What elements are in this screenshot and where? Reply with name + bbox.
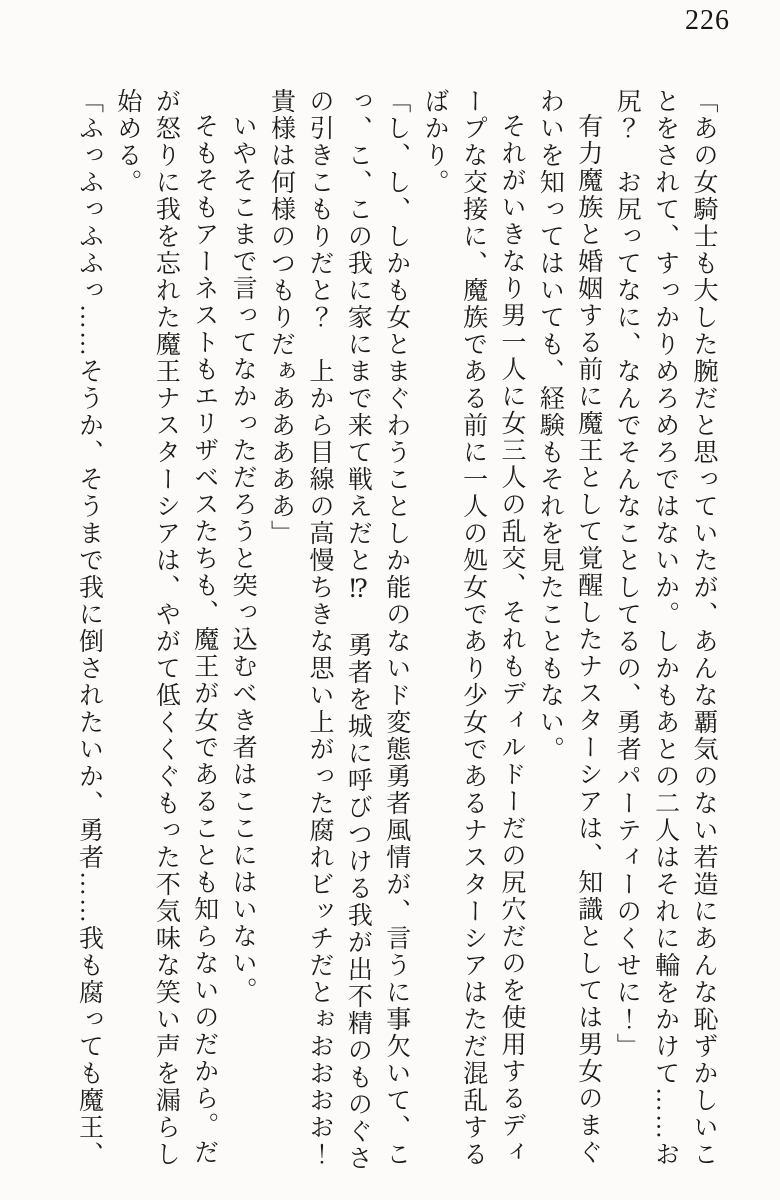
paragraph: いやそこまで言ってなかっただろうと突っ込むべき者はここにはいない。 — [229, 113, 257, 1004]
text-block — [69, 88, 722, 1176]
paragraph: 「ふっふっふふっ……そうか、そうまで我に倒されたいか、勇者……我も腐っても魔王、 — [75, 88, 103, 1168]
paragraph: 「し、し、しかも女とまぐわうことしか能のないド変態勇者風情が、言うに事欠いて、こっ、こ、この我に家にまで来て戦えだと⁉ 勇者を城に呼びつける我が出不精のものぐさの引きこもりだと？ 上から目線の高慢ちきな思い上がった腐れビッチだとぉおおおお！貴様は何様のつもりだぁあああああ」 — [267, 88, 410, 1172]
paragraph: 「あの女騎士も大した腕だと思っていたが、あんな覇気のない若造にあんな恥ずかしいことをされて、すっかりめろめろではないか。しかもあとの二人はそれに輪をかけて……お尻？ お尻ってなに、なんでそんなことしてるの、勇者パーティーのくせに！」 — [613, 88, 717, 1168]
paragraph: 有力魔族と婚姻する前に魔王として覚醒したナスターシアは、知識としては男女のまぐわいを知ってはいても、経験もそれを見たこともない。 — [536, 88, 602, 1166]
page-number: 226 — [685, 5, 730, 36]
paragraph: それがいきなり男一人に女三人の乱交、それもディルドーだの尻穴だのを使用するディープな交接に、魔族である前に一人の処女であり少女であるナスターシアはただ混乱するばかり。 — [421, 88, 525, 1168]
paragraph: そもそもアーネストもエリザベスたちも、魔王が女であることも知らないのだから。だが怒りに我を忘れた魔王ナスターシアは、やがて低くくぐもった不気味な笑い声を漏らし始める。 — [113, 88, 218, 1168]
